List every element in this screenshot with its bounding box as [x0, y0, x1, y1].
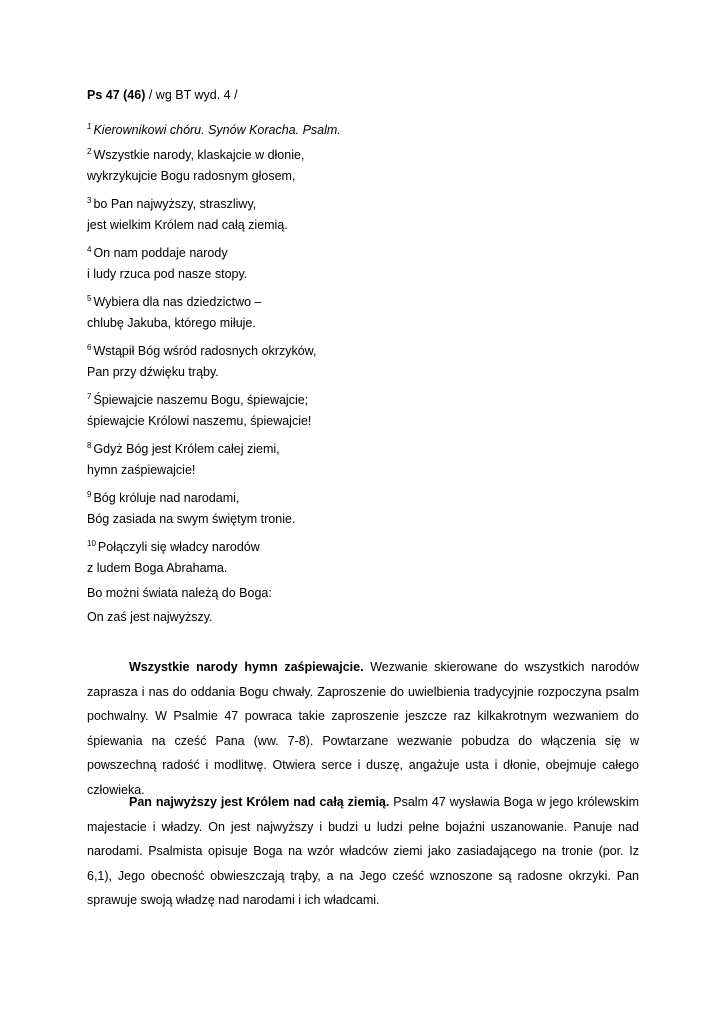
verse-text: Wstąpił Bóg wśród radosnych okrzyków, [93, 343, 317, 358]
verse-line [87, 291, 647, 316]
verse-line [87, 585, 647, 610]
translation-note: / wg BT wyd. 4 / [145, 88, 238, 102]
verse-text: Wszystkie narody, klaskajcie w dłonie, [93, 147, 305, 162]
page-heading [87, 88, 238, 102]
verse-line [87, 609, 647, 634]
verse-line [87, 315, 647, 340]
verse-text: Kierownikowi chóru. Synów Koracha. Psalm. [93, 123, 341, 137]
commentary-paragraph [87, 655, 639, 803]
verse-line [87, 487, 647, 512]
verse-line [87, 242, 647, 267]
verse-line [87, 266, 647, 291]
verse-line [87, 340, 647, 365]
verse-line [87, 536, 647, 561]
verse-line [87, 389, 647, 414]
verse-line [87, 217, 647, 242]
verse-text: Bóg króluje nad narodami, [93, 490, 240, 505]
verse-line [87, 119, 647, 144]
verse-line [87, 364, 647, 389]
verse-text: Śpiewajcie naszemu Bogu, śpiewajcie; [93, 392, 309, 407]
verse-number: 2 [87, 146, 92, 156]
verse-text: Bóg zasiada na swym świętym tronie. [87, 512, 296, 526]
commentary-paragraph [87, 790, 639, 913]
verse-text: On zaś jest najwyższy. [87, 610, 213, 624]
verse-text: Pan przy dźwięku trąby. [87, 365, 219, 379]
psalm-number: Ps 47 (46) [87, 88, 146, 102]
verse-number: 7 [87, 391, 92, 401]
commentary-lead: Wszystkie narody hymn zaśpiewajcie. [129, 660, 364, 674]
verse-number: 8 [87, 440, 92, 450]
verse-text: jest wielkim Królem nad całą ziemią. [87, 218, 288, 232]
verse-number: 10 [87, 538, 96, 548]
verse-line [87, 144, 647, 169]
verse-number: 4 [87, 244, 92, 254]
verse-line [87, 560, 647, 585]
verse-number: 9 [87, 489, 92, 499]
verse-line [87, 462, 647, 487]
verse-line [87, 511, 647, 536]
commentary-lead: Pan najwyższy jest Królem nad całą ziemią. [129, 795, 390, 809]
verse-number: 6 [87, 342, 92, 352]
verse-text: Wybiera dla nas dziedzictwo – [93, 294, 262, 309]
verse-line [87, 168, 647, 193]
verse-line [87, 438, 647, 463]
verse-text: On nam poddaje narody [93, 245, 228, 260]
verse-text: Bo możni świata należą do Boga: [87, 585, 272, 600]
verse-text: bo Pan najwyższy, straszliwy, [93, 196, 257, 211]
verse-number: 1 [87, 122, 92, 131]
verse-line [87, 193, 647, 218]
verse-text: śpiewajcie Królowi naszemu, śpiewajcie! [87, 414, 312, 428]
verse-text: Gdyż Bóg jest Królem całej ziemi, [93, 441, 280, 456]
verse-number: 3 [87, 195, 92, 205]
verse-text: Połączyli się władcy narodów [97, 539, 260, 554]
commentary-body: Psalm 47 wysławia Boga w jego królewskim majestacie i władzy. On jest najwyższy i budzi u ludzi pełne bojaźni uszanowanie. Panuje nad narodami. Psalmista opisuje Boga na wzór władców ziemi jako zasiadającego na tronie (por. Iz 6,1), Jego obecność obwieszczają trąby, a na Jego cześć wznoszone są radosne okrzyki. Pan sprawuje swoją władzę nad narodami i ich władcami. [87, 795, 639, 908]
verse-text: i ludy rzuca pod nasze stopy. [87, 267, 248, 281]
verse-number: 5 [87, 293, 92, 303]
verse-text: wykrzykujcie Bogu radosnym głosem, [87, 169, 296, 183]
psalm-text [87, 119, 647, 634]
verse-text: chlubę Jakuba, którego miłuje. [87, 316, 256, 330]
commentary-body: Wezwanie skierowane do wszystkich narodów zaprasza i nas do oddania Bogu chwały. Zaproszenie do uwielbienia tradycyjnie rozpoczyna psalm pochwalny. W Psalmie 47 powraca takie zaproszenie jeszcze raz kilkakrotnym wezwaniem do śpiewania na cześć Pana (ww. 7-8). Powtarzane wezwanie pobudza do włączenia się w powszechną radość i modlitwę. Otwiera serce i duszę, angażuje usta i dłonie, obejmuje całego człowieka. [87, 660, 639, 797]
verse-line [87, 413, 647, 438]
verse-text: z ludem Boga Abrahama. [87, 561, 228, 575]
verse-text: hymn zaśpiewajcie! [87, 463, 196, 477]
